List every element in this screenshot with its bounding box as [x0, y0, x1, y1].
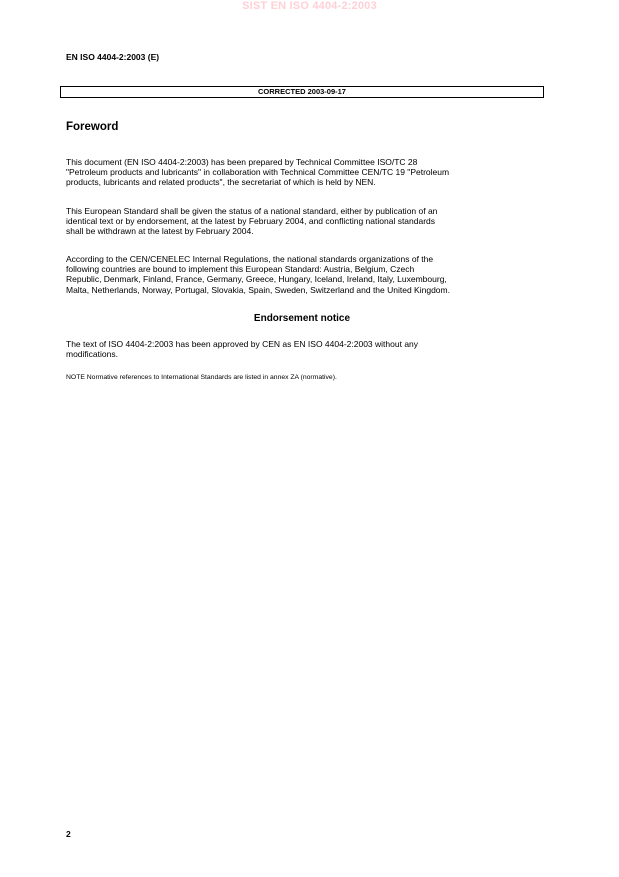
- foreword-paragraph-2: This European Standard shall be given the status of a national standard, either by publication of an identical text or by endorsement, at the latest by February 2004, and conflicting national standards shall be withdrawn at the latest by February 2004.: [66, 206, 438, 237]
- page-number: 2: [66, 829, 71, 839]
- normative-note: NOTE Normative references to International Standards are listed in annex ZA (normative).: [66, 374, 337, 381]
- endorsement-heading: Endorsement notice: [253, 313, 351, 324]
- endorsement-paragraph: The text of ISO 4404-2:2003 has been approved by CEN as EN ISO 4404-2:2003 without any modifications.: [66, 339, 419, 360]
- watermark-text: SIST EN ISO 4404-2:2003: [242, 0, 377, 12]
- correction-banner: CORRECTED 2003-09-17: [60, 86, 544, 98]
- foreword-paragraph-1: This document (EN ISO 4404-2:2003) has been prepared by Technical Committee ISO/TC 28 "Petroleum products and lubricants" in collaboration with Technical Committee CEN/TC 19 "Petroleum products, lubricants and related products", the secretariat of which is held by NEN.: [66, 157, 450, 188]
- foreword-heading: Foreword: [66, 121, 119, 133]
- foreword-paragraph-3: According to the CEN/CENELEC Internal Regulations, the national standards organizations of the following countries are bound to implement this European Standard: Austria, Belgium, Czech Republic, Denmark, Finland, France, Germany, Greece, Hungary, Iceland, Ireland, Italy, Luxembourg, Malta, Netherlands, Norway, Portugal, Slovakia, Spain, Sweden, Switzerland and the United Kingdom.: [66, 254, 450, 295]
- document-identifier: EN ISO 4404-2:2003 (E): [66, 52, 160, 62]
